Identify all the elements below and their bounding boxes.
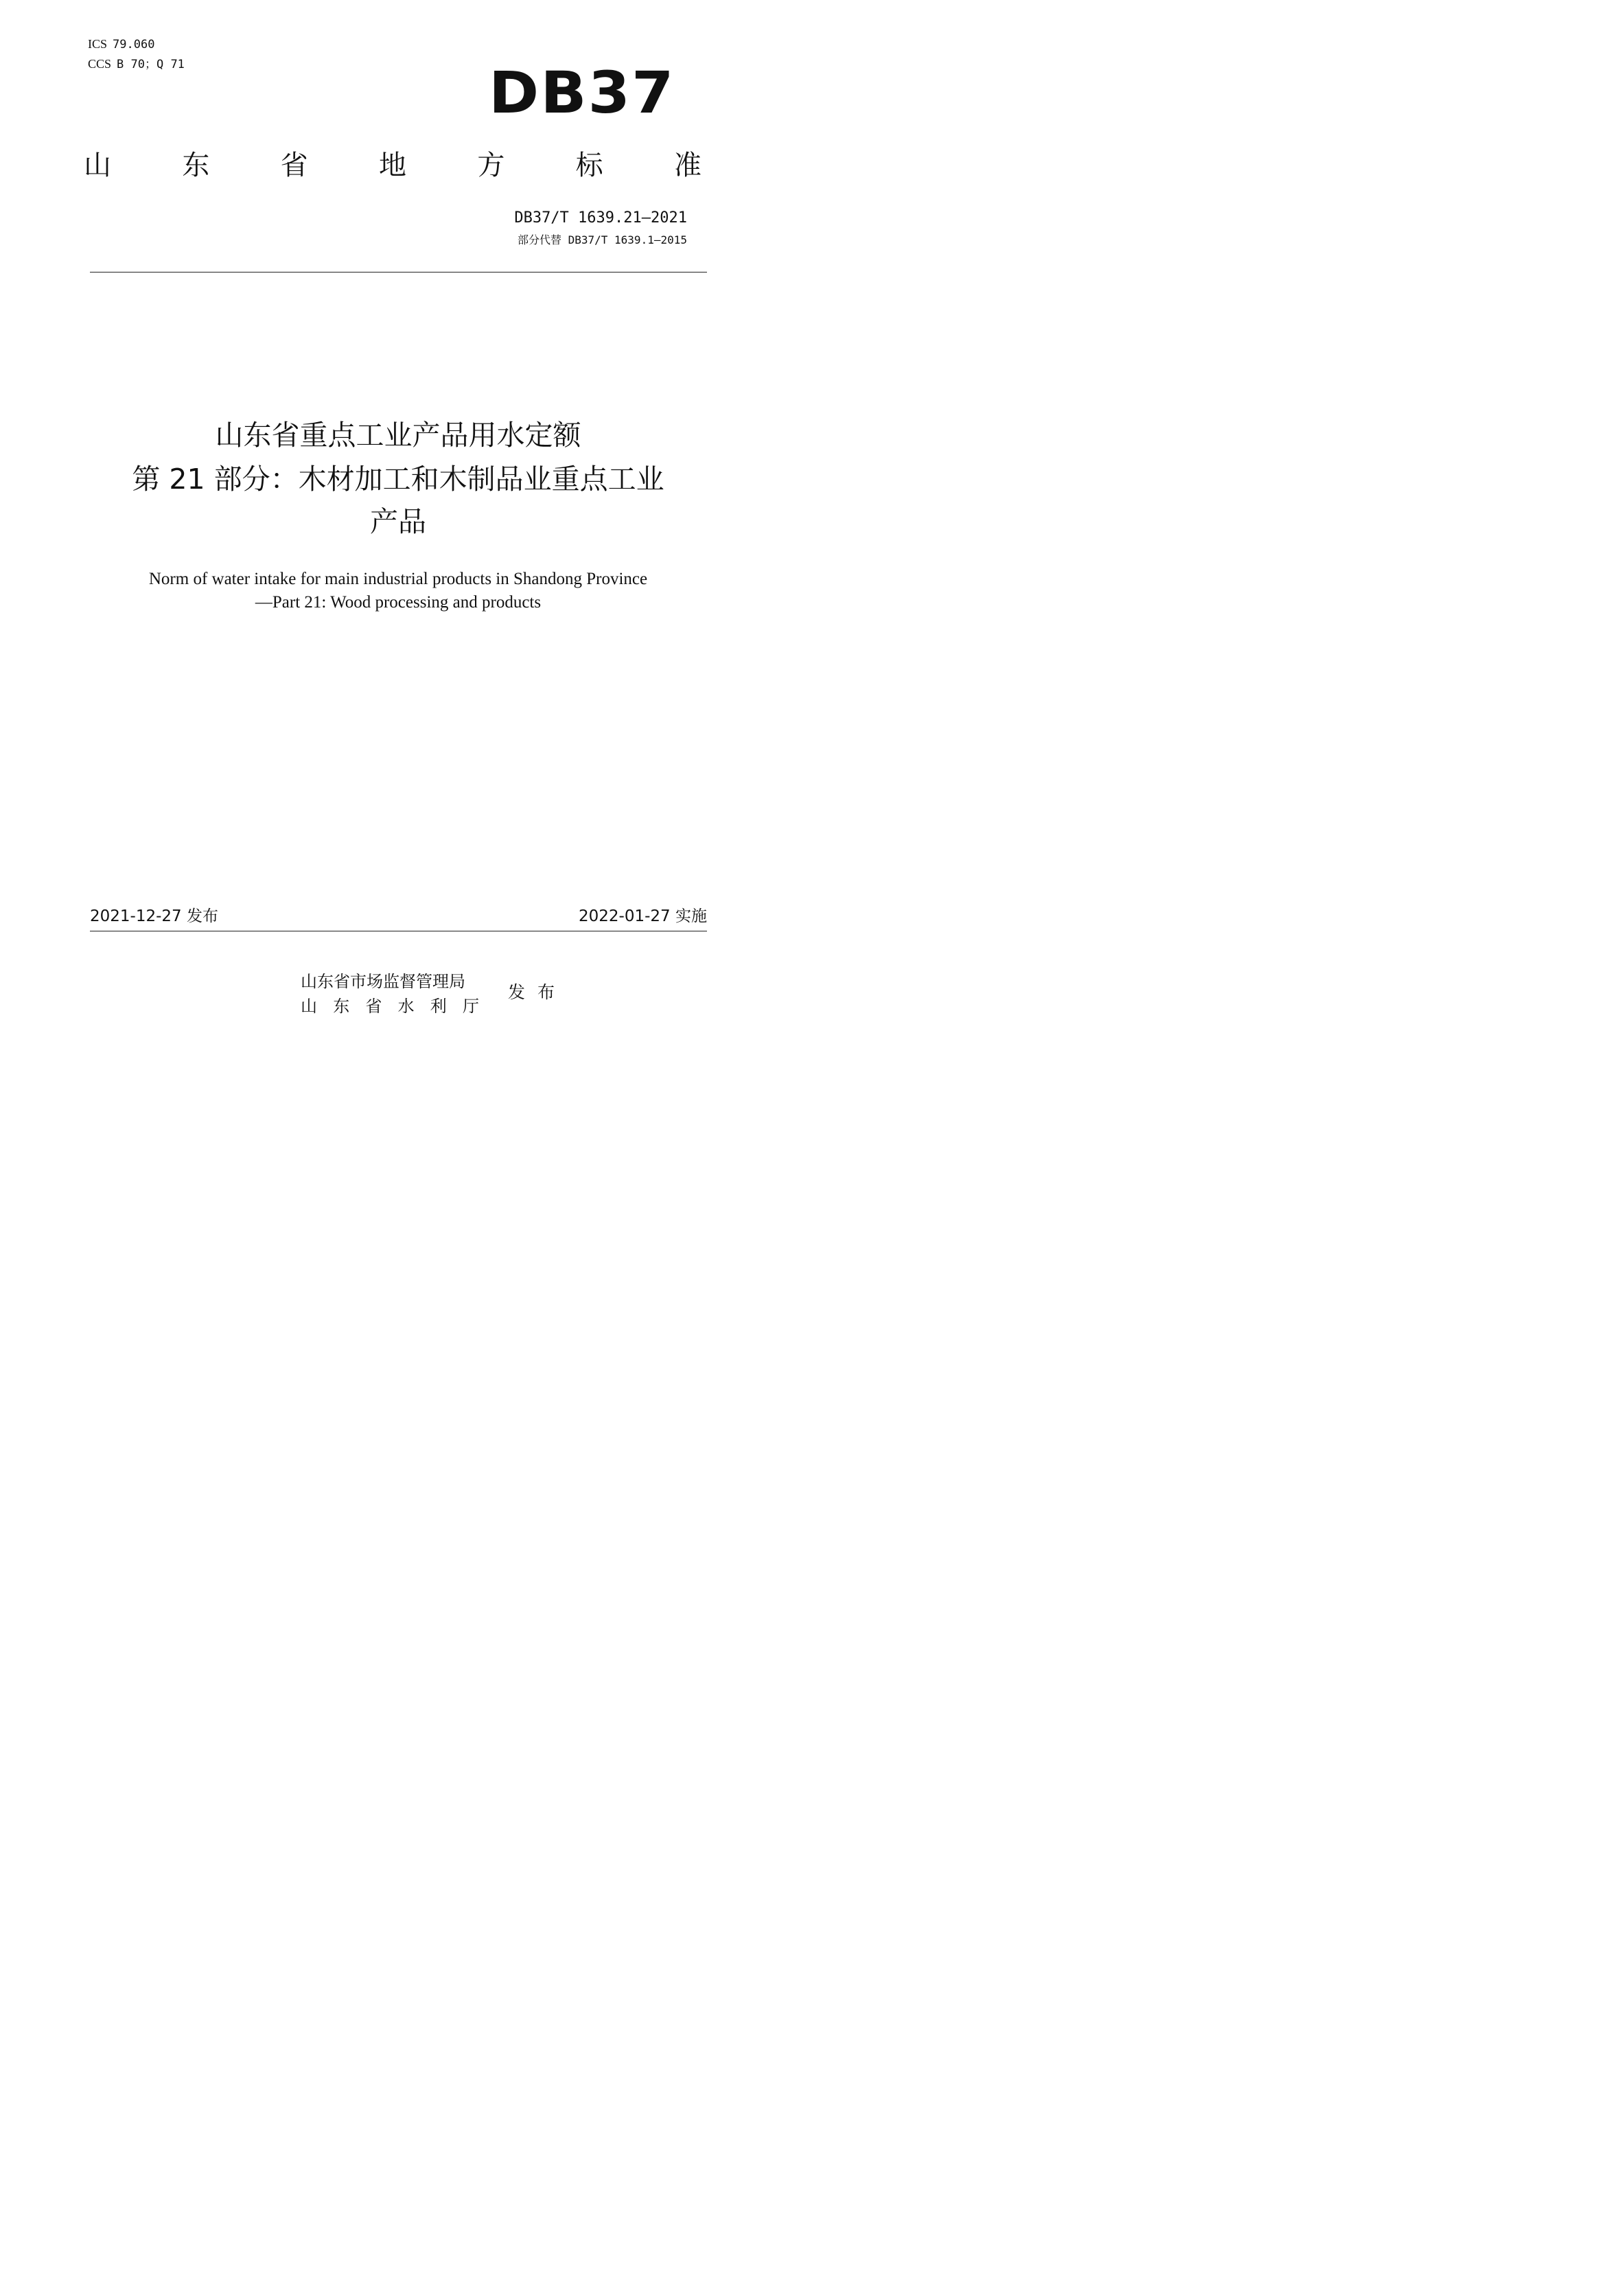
standard-type-char: 省 [280,150,308,181]
title-cn-line-1: 山东省重点工业产品用水定额 [215,419,581,452]
standard-type-char: 方 [477,150,505,181]
ccs-code: B 70；Q 71 [117,58,185,71]
issuer-char: 省 [365,997,382,1016]
replaces-note: 部分代替 DB37/T 1639.1—2015 [517,233,687,246]
title-en-line-1: Norm of water intake for main industrial products in Shandong Province [148,570,648,588]
issue-label: 发布 [508,982,568,1002]
title-cn-line-3: 产品 [370,505,426,538]
standard-type-char: 标 [575,150,603,181]
issuer-char: 厅 [462,997,479,1016]
issuer-char: 水 [397,997,415,1016]
standard-type-char: 山 [84,150,111,181]
standard-type-heading [84,143,701,188]
title-en-line-2: —Part 21: Wood processing and products [255,593,542,612]
issuer-char: 东 [333,997,350,1016]
publish-date: 2021-12-27 发布 [90,907,218,925]
standard-type-char: 准 [673,150,701,181]
implement-date: 2022-01-27 实施 [579,907,707,925]
issuer-water-resources [301,995,479,1017]
ics-label: ICS [88,37,108,51]
ics-classification [88,37,154,51]
standard-type-char: 东 [182,150,210,181]
standard-number: DB37/T 1639.21—2021 [514,209,687,227]
db37-logo: DB37 [489,59,675,126]
title-cn-line-2: 第 21 部分：木材加工和木制品业重点工业 [132,463,664,496]
issuer-char: 利 [430,997,447,1016]
ccs-label: CCS [88,57,112,71]
issuer-char: 山 [301,997,317,1016]
standard-type-char: 地 [378,150,406,181]
issuer-market-regulation: 山东省市场监督管理局 [301,972,465,991]
ccs-classification [88,57,185,71]
ics-code: 79.060 [113,38,155,51]
